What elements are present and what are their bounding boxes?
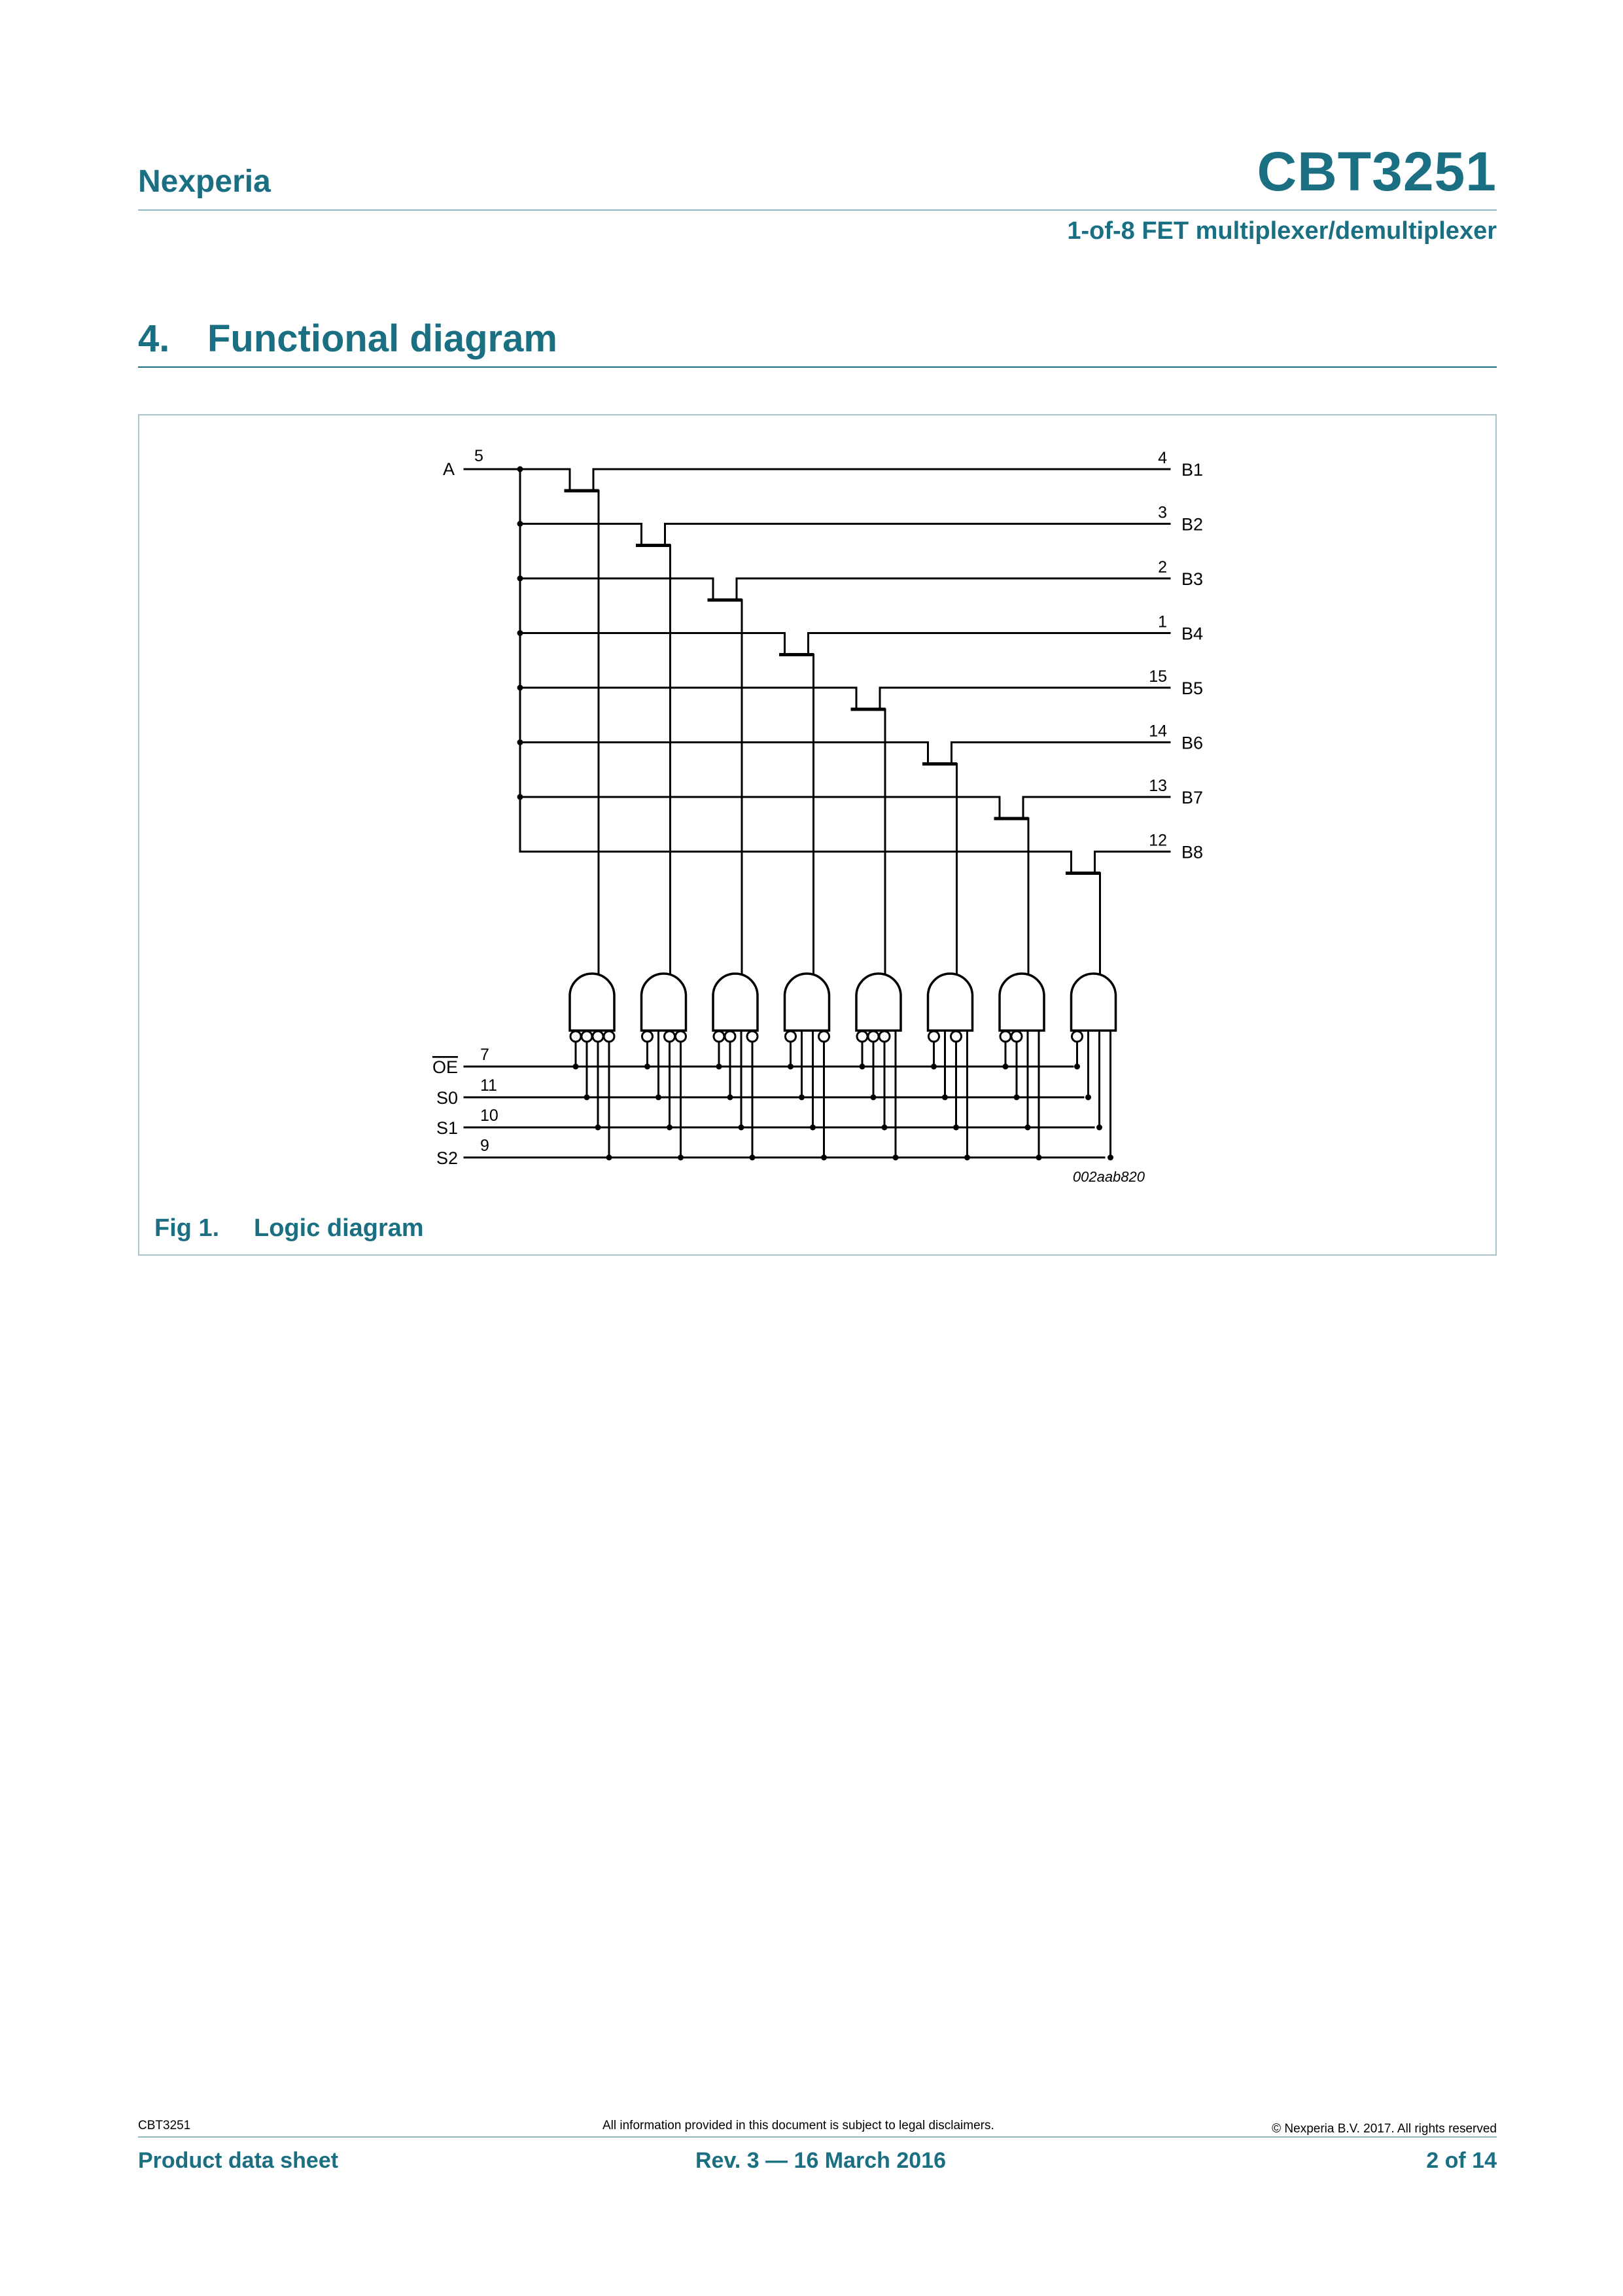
junction-dot — [1036, 1155, 1042, 1161]
brand-name: Nexperia — [138, 164, 271, 199]
footer-disclaimer: All information provided in this document is subject to legal disclaimers. — [602, 2119, 994, 2132]
output-pin-b7: 13 — [1149, 777, 1167, 795]
junction-dot — [517, 576, 523, 582]
junction-dot — [871, 1095, 877, 1101]
footer-doc-type: Product data sheet — [138, 2148, 339, 2173]
footer-doc-id: CBT3251 — [138, 2119, 191, 2132]
control-pin-s2: 9 — [480, 1137, 489, 1155]
junction-dot — [517, 521, 523, 527]
junction-dot — [667, 1125, 672, 1131]
output-label-b6: B6 — [1181, 733, 1204, 753]
junction-dot — [1014, 1095, 1020, 1101]
inverting-input-bubble — [1000, 1031, 1011, 1042]
junction-dot — [953, 1125, 959, 1131]
and-gate-1 — [570, 974, 614, 1031]
junction-dot — [1003, 1064, 1009, 1070]
inverting-input-bubble — [570, 1031, 581, 1042]
junction-dot — [931, 1064, 937, 1070]
junction-dot — [739, 1125, 744, 1131]
inverting-input-bubble — [1011, 1031, 1022, 1042]
inverting-input-bubble — [879, 1031, 890, 1042]
section-heading — [138, 317, 557, 361]
output-pin-b8: 12 — [1149, 831, 1167, 850]
junction-dot — [1108, 1155, 1113, 1161]
junction-dot — [860, 1064, 865, 1070]
junction-dot — [655, 1095, 661, 1101]
output-label-b8: B8 — [1181, 842, 1204, 862]
output-label-b1: B1 — [1181, 460, 1204, 480]
junction-dot — [810, 1125, 816, 1131]
inverting-input-bubble — [951, 1031, 962, 1042]
junction-dot — [727, 1095, 733, 1101]
and-gate-2 — [642, 974, 686, 1031]
inverting-input-bubble — [786, 1031, 796, 1042]
junction-dot — [573, 1064, 579, 1070]
and-gate-4 — [785, 974, 829, 1031]
logic-diagram-wires — [464, 469, 1170, 1157]
section-number: 4. — [138, 317, 170, 360]
and-gate-5 — [856, 974, 901, 1031]
output-pin-b3: 2 — [1158, 558, 1167, 576]
control-pin-oe: 7 — [480, 1046, 489, 1064]
inverting-input-bubble — [747, 1031, 758, 1042]
output-pin-b1: 4 — [1158, 449, 1167, 467]
inverting-input-bubble — [582, 1031, 592, 1042]
inverting-input-bubble — [714, 1031, 724, 1042]
and-gate-3 — [713, 974, 758, 1031]
junction-dot — [799, 1095, 805, 1101]
junction-dot — [517, 739, 523, 745]
output-pin-b6: 14 — [1149, 722, 1167, 741]
junction-dot — [517, 467, 523, 472]
footer-page-number: 2 of 14 — [1426, 2148, 1497, 2173]
inverting-input-bubble — [604, 1031, 614, 1042]
control-pin-s0: 11 — [480, 1076, 497, 1095]
inverting-input-bubble — [1072, 1031, 1083, 1042]
junction-dot — [606, 1155, 612, 1161]
junction-dot — [788, 1064, 794, 1070]
junction-dot — [517, 685, 523, 691]
input-pin: 5 — [474, 447, 483, 465]
and-gate-8 — [1072, 974, 1116, 1031]
junction-dot — [964, 1155, 970, 1161]
drawing-code: 002aab820 — [1072, 1169, 1145, 1185]
output-pin-b5: 15 — [1149, 667, 1167, 686]
inverting-input-bubble — [725, 1031, 735, 1042]
inverting-input-bubble — [676, 1031, 686, 1042]
junction-dot — [1096, 1125, 1102, 1131]
output-label-b5: B5 — [1181, 679, 1204, 698]
and-gate-7 — [1000, 974, 1044, 1031]
junction-dot — [716, 1064, 722, 1070]
control-label-s1: S1 — [436, 1118, 458, 1138]
and-gate-6 — [928, 974, 973, 1031]
inverting-input-bubble — [868, 1031, 879, 1042]
inverting-input-bubble — [819, 1031, 829, 1042]
inverting-input-bubble — [665, 1031, 675, 1042]
junction-dot — [1085, 1095, 1091, 1101]
junction-dot — [678, 1155, 684, 1161]
junction-dot — [821, 1155, 827, 1161]
output-label-b3: B3 — [1181, 569, 1204, 589]
output-pin-b4: 1 — [1158, 612, 1167, 631]
figure-caption-text: Logic diagram — [254, 1214, 424, 1242]
junction-dot — [1074, 1064, 1080, 1070]
figure-number: Fig 1. — [154, 1214, 220, 1242]
control-pin-s1: 10 — [480, 1106, 498, 1125]
product-title: CBT3251 — [1257, 141, 1497, 202]
figure-caption — [154, 1214, 424, 1243]
section-title: Functional diagram — [207, 317, 557, 360]
junction-dot — [584, 1095, 590, 1101]
input-label: A — [442, 459, 455, 479]
footer-divider — [138, 2136, 1497, 2138]
junction-dot — [882, 1125, 888, 1131]
junction-dot — [644, 1064, 650, 1070]
junction-dot — [893, 1155, 899, 1161]
output-label-b4: B4 — [1181, 624, 1204, 644]
product-subtitle: 1-of-8 FET multiplexer/demultiplexer — [1067, 217, 1497, 245]
control-label-oe: OE — [432, 1057, 458, 1077]
footer-revision: Rev. 3 — 16 March 2016 — [695, 2148, 947, 2173]
junction-dot — [750, 1155, 756, 1161]
logic-diagram — [393, 432, 1243, 1204]
control-label-s2: S2 — [436, 1148, 458, 1168]
inverting-input-bubble — [857, 1031, 867, 1042]
section-divider — [138, 366, 1497, 368]
junction-dot — [517, 794, 523, 800]
inverting-input-bubble — [593, 1031, 603, 1042]
output-label-b7: B7 — [1181, 788, 1204, 807]
control-label-s0: S0 — [436, 1088, 458, 1108]
inverting-input-bubble — [642, 1031, 653, 1042]
output-label-b2: B2 — [1181, 514, 1204, 535]
junction-dot — [595, 1125, 601, 1131]
logic-diagram-gates — [570, 974, 1116, 1042]
inverting-input-bubble — [929, 1031, 939, 1042]
output-pin-b2: 3 — [1158, 503, 1167, 522]
header-divider — [138, 209, 1497, 211]
footer-copyright: © Nexperia B.V. 2017. All rights reserved — [1272, 2122, 1497, 2136]
junction-dot — [517, 630, 523, 636]
junction-dot — [1025, 1125, 1031, 1131]
junction-dot — [942, 1095, 948, 1101]
